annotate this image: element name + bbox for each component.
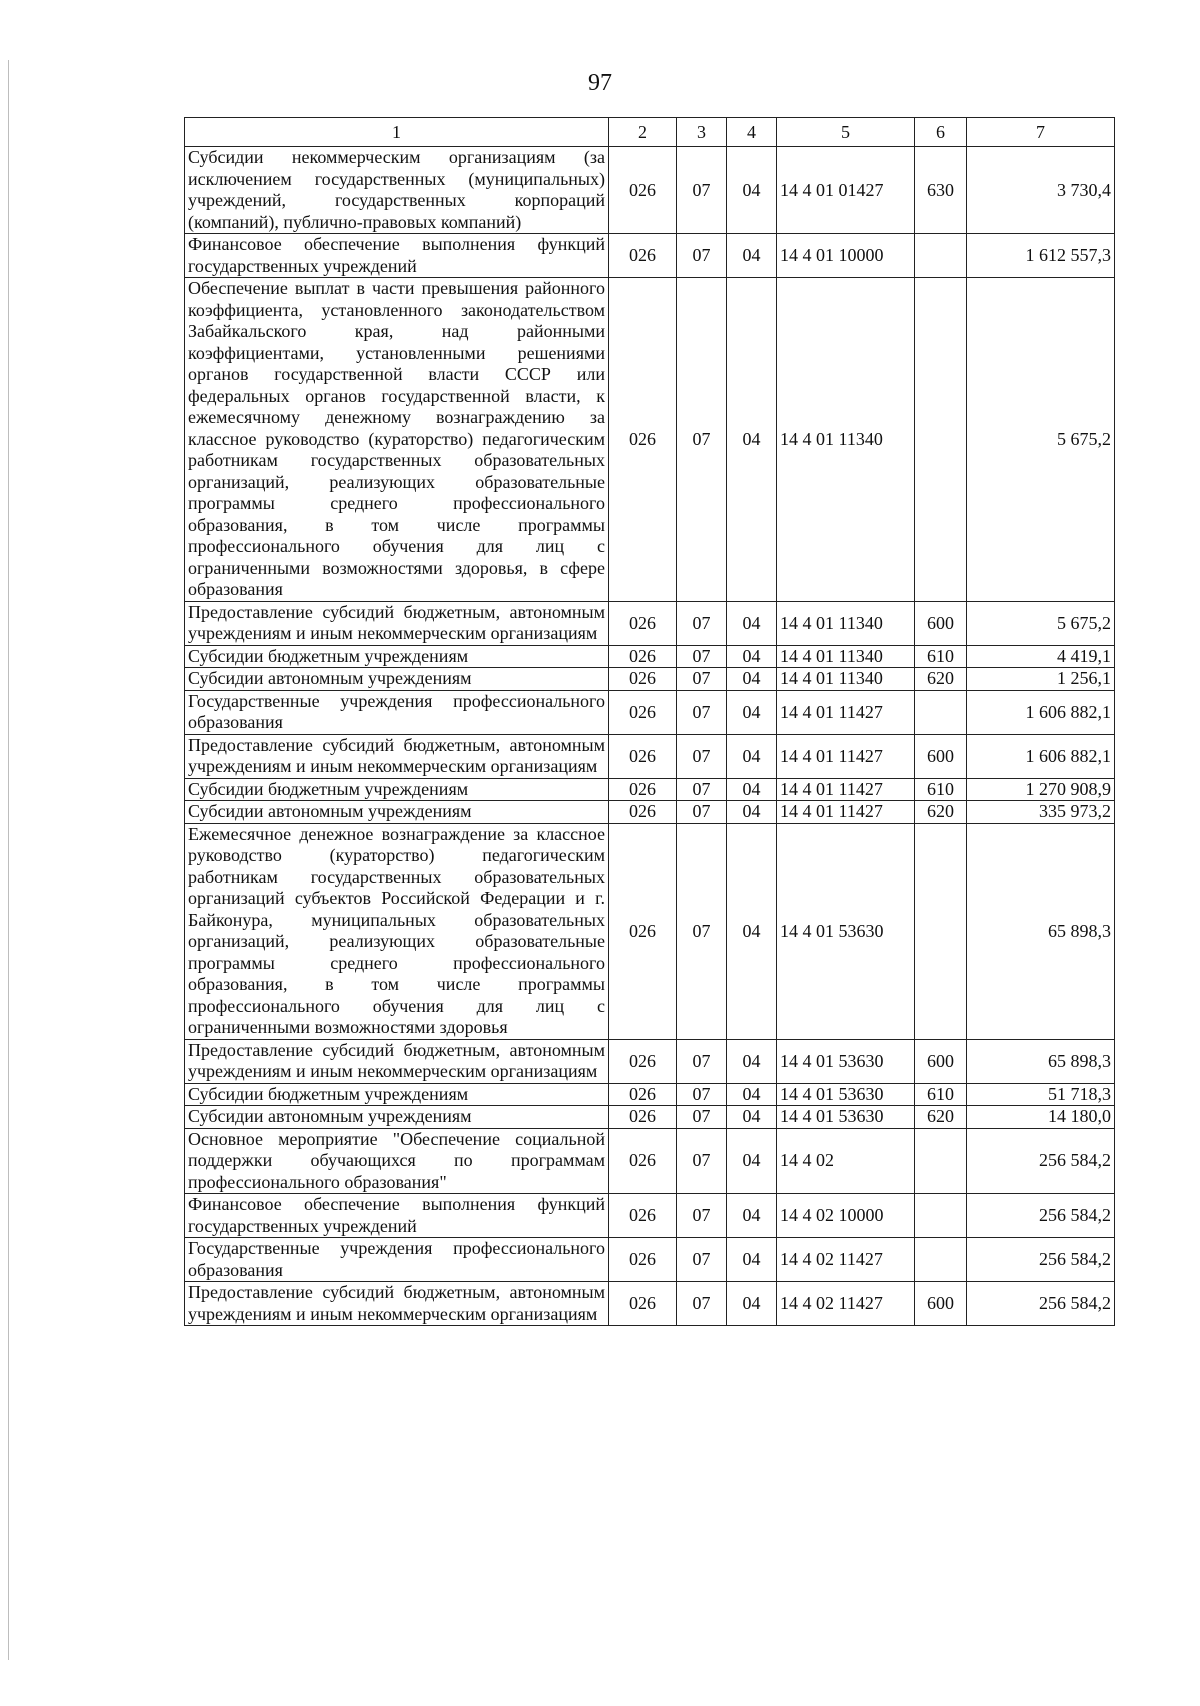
- table-row: [185, 823, 1115, 1039]
- row-section-code: 07: [677, 690, 727, 734]
- row-name: Предоставление субсидий бюджетным, автономным учреждениям и иным некоммерческим организациям: [185, 1282, 609, 1326]
- row-ministry-code: 026: [609, 1106, 677, 1129]
- row-expense-type: 600: [915, 734, 967, 778]
- row-target-article: 14 4 01 11427: [777, 801, 915, 824]
- row-ministry-code: 026: [609, 778, 677, 801]
- row-amount: 4 419,1: [967, 645, 1115, 668]
- row-amount: 1 270 908,9: [967, 778, 1115, 801]
- row-section-code: 07: [677, 823, 727, 1039]
- table-row: [185, 1238, 1115, 1282]
- row-target-article: 14 4 01 11340: [777, 668, 915, 691]
- row-amount: 256 584,2: [967, 1128, 1115, 1194]
- row-ministry-code: 026: [609, 147, 677, 234]
- row-amount: 1 256,1: [967, 668, 1115, 691]
- row-subsection-code: 04: [727, 1238, 777, 1282]
- table-row: [185, 1039, 1115, 1083]
- header-col-5: 5: [777, 118, 915, 147]
- row-expense-type: 600: [915, 1282, 967, 1326]
- row-subsection-code: 04: [727, 147, 777, 234]
- row-section-code: 07: [677, 645, 727, 668]
- row-ministry-code: 026: [609, 278, 677, 602]
- row-ministry-code: 026: [609, 1083, 677, 1106]
- row-section-code: 07: [677, 1128, 727, 1194]
- row-target-article: 14 4 02 11427: [777, 1282, 915, 1326]
- row-ministry-code: 026: [609, 690, 677, 734]
- row-name: Субсидии автономным учреждениям: [185, 801, 609, 824]
- row-subsection-code: 04: [727, 601, 777, 645]
- row-target-article: 14 4 01 10000: [777, 234, 915, 278]
- row-target-article: 14 4 01 11427: [777, 690, 915, 734]
- row-expense-type: 630: [915, 147, 967, 234]
- row-ministry-code: 026: [609, 801, 677, 824]
- header-col-2: 2: [609, 118, 677, 147]
- header-col-1: 1: [185, 118, 609, 147]
- row-amount: 256 584,2: [967, 1238, 1115, 1282]
- header-col-7: 7: [967, 118, 1115, 147]
- row-subsection-code: 04: [727, 1128, 777, 1194]
- row-expense-type: [915, 1238, 967, 1282]
- table-body: [185, 147, 1115, 1326]
- row-ministry-code: 026: [609, 823, 677, 1039]
- row-name: Субсидии автономным учреждениям: [185, 668, 609, 691]
- row-name: Государственные учреждения профессионального образования: [185, 1238, 609, 1282]
- row-section-code: 07: [677, 1039, 727, 1083]
- row-target-article: 14 4 01 01427: [777, 147, 915, 234]
- table-row: [185, 234, 1115, 278]
- table-row: [185, 1194, 1115, 1238]
- row-expense-type: 600: [915, 601, 967, 645]
- row-amount: 1 606 882,1: [967, 734, 1115, 778]
- table-row: [185, 801, 1115, 824]
- row-ministry-code: 026: [609, 601, 677, 645]
- row-expense-type: [915, 278, 967, 602]
- table-header: [185, 118, 1115, 147]
- row-section-code: 07: [677, 1282, 727, 1326]
- row-amount: 1 612 557,3: [967, 234, 1115, 278]
- row-ministry-code: 026: [609, 645, 677, 668]
- row-subsection-code: 04: [727, 734, 777, 778]
- table-row: [185, 645, 1115, 668]
- budget-table: [184, 117, 1115, 1326]
- table-row: [185, 668, 1115, 691]
- row-target-article: 14 4 01 11427: [777, 778, 915, 801]
- row-target-article: 14 4 01 11427: [777, 734, 915, 778]
- row-name: Субсидии бюджетным учреждениям: [185, 778, 609, 801]
- row-name: Субсидии бюджетным учреждениям: [185, 1083, 609, 1106]
- row-section-code: 07: [677, 147, 727, 234]
- row-section-code: 07: [677, 278, 727, 602]
- row-name: Субсидии некоммерческим организациям (за исключением государственных (муниципальных) учреждений, государственных корпораций (компаний), публично-правовых компаний): [185, 147, 609, 234]
- row-ministry-code: 026: [609, 234, 677, 278]
- row-amount: 3 730,4: [967, 147, 1115, 234]
- row-expense-type: 610: [915, 1083, 967, 1106]
- header-col-3: 3: [677, 118, 727, 147]
- row-amount: 335 973,2: [967, 801, 1115, 824]
- page-number: 97: [588, 70, 612, 96]
- row-name: Предоставление субсидий бюджетным, автономным учреждениям и иным некоммерческим организациям: [185, 1039, 609, 1083]
- row-ministry-code: 026: [609, 1128, 677, 1194]
- row-amount: 65 898,3: [967, 823, 1115, 1039]
- row-target-article: 14 4 02: [777, 1128, 915, 1194]
- row-amount: 1 606 882,1: [967, 690, 1115, 734]
- row-section-code: 07: [677, 778, 727, 801]
- row-expense-type: [915, 234, 967, 278]
- row-amount: 65 898,3: [967, 1039, 1115, 1083]
- row-subsection-code: 04: [727, 278, 777, 602]
- row-section-code: 07: [677, 801, 727, 824]
- row-name: Основное мероприятие "Обеспечение социальной поддержки обучающихся по программам профессионального образования": [185, 1128, 609, 1194]
- row-subsection-code: 04: [727, 1039, 777, 1083]
- table-row: [185, 1106, 1115, 1129]
- row-name: Субсидии бюджетным учреждениям: [185, 645, 609, 668]
- table-row: [185, 147, 1115, 234]
- row-subsection-code: 04: [727, 778, 777, 801]
- table-row: [185, 278, 1115, 602]
- row-expense-type: [915, 690, 967, 734]
- row-name: Ежемесячное денежное вознаграждение за классное руководство (кураторство) педагогическим работникам государственных образовательных организаций субъектов Российской Федерации и г. Байконура, муниципальных образовательных организаций, реализующих образовательные программы среднего профессионального образования, в том числе программы профессионального обучения для лиц с ограниченными возможностями здоровья: [185, 823, 609, 1039]
- row-expense-type: 600: [915, 1039, 967, 1083]
- row-subsection-code: 04: [727, 645, 777, 668]
- row-expense-type: 620: [915, 1106, 967, 1129]
- row-subsection-code: 04: [727, 1106, 777, 1129]
- row-target-article: 14 4 01 11340: [777, 601, 915, 645]
- row-section-code: 07: [677, 601, 727, 645]
- row-ministry-code: 026: [609, 1238, 677, 1282]
- row-ministry-code: 026: [609, 1194, 677, 1238]
- row-ministry-code: 026: [609, 734, 677, 778]
- row-subsection-code: 04: [727, 823, 777, 1039]
- row-subsection-code: 04: [727, 1282, 777, 1326]
- row-subsection-code: 04: [727, 668, 777, 691]
- row-section-code: 07: [677, 668, 727, 691]
- row-target-article: 14 4 01 53630: [777, 1083, 915, 1106]
- row-section-code: 07: [677, 1238, 727, 1282]
- row-amount: 5 675,2: [967, 278, 1115, 602]
- row-subsection-code: 04: [727, 1083, 777, 1106]
- row-ministry-code: 026: [609, 1282, 677, 1326]
- row-amount: 14 180,0: [967, 1106, 1115, 1129]
- table-row: [185, 778, 1115, 801]
- row-name: Субсидии автономным учреждениям: [185, 1106, 609, 1129]
- row-section-code: 07: [677, 1106, 727, 1129]
- row-name: Финансовое обеспечение выполнения функций государственных учреждений: [185, 1194, 609, 1238]
- row-target-article: 14 4 01 53630: [777, 1106, 915, 1129]
- row-target-article: 14 4 02 10000: [777, 1194, 915, 1238]
- row-name: Предоставление субсидий бюджетным, автономным учреждениям и иным некоммерческим организациям: [185, 601, 609, 645]
- row-subsection-code: 04: [727, 1194, 777, 1238]
- row-subsection-code: 04: [727, 234, 777, 278]
- header-col-4: 4: [727, 118, 777, 147]
- row-section-code: 07: [677, 1083, 727, 1106]
- row-name: Предоставление субсидий бюджетным, автономным учреждениям и иным некоммерческим организациям: [185, 734, 609, 778]
- row-section-code: 07: [677, 734, 727, 778]
- row-amount: 5 675,2: [967, 601, 1115, 645]
- row-target-article: 14 4 01 11340: [777, 645, 915, 668]
- header-row: [185, 118, 1115, 147]
- row-expense-type: 620: [915, 801, 967, 824]
- table-row: [185, 1083, 1115, 1106]
- row-name: Государственные учреждения профессионального образования: [185, 690, 609, 734]
- row-amount: 51 718,3: [967, 1083, 1115, 1106]
- row-subsection-code: 04: [727, 801, 777, 824]
- row-subsection-code: 04: [727, 690, 777, 734]
- row-section-code: 07: [677, 1194, 727, 1238]
- row-target-article: 14 4 01 53630: [777, 823, 915, 1039]
- row-target-article: 14 4 01 53630: [777, 1039, 915, 1083]
- row-ministry-code: 026: [609, 1039, 677, 1083]
- row-ministry-code: 026: [609, 668, 677, 691]
- row-name: Обеспечение выплат в части превышения районного коэффициента, установленного законодательством Забайкальского края, над районными коэффициентами, установленными решениями органов государственной власти СССР или федеральных органов государственной власти, к ежемесячному денежному вознаграждению за классное руководство (кураторство) педагогическим работникам государственных образовательных организаций, реализующих образовательные программы среднего профессионального образования, в том числе программы профессионального обучения для лиц с ограниченными возможностями здоровья, в сфере образования: [185, 278, 609, 602]
- scan-edge-line: [8, 60, 9, 1660]
- row-expense-type: [915, 1194, 967, 1238]
- row-target-article: 14 4 02 11427: [777, 1238, 915, 1282]
- row-expense-type: 610: [915, 645, 967, 668]
- table-row: [185, 1282, 1115, 1326]
- table-row: [185, 690, 1115, 734]
- table-row: [185, 734, 1115, 778]
- row-expense-type: 610: [915, 778, 967, 801]
- row-amount: 256 584,2: [967, 1282, 1115, 1326]
- row-expense-type: [915, 1128, 967, 1194]
- row-expense-type: 620: [915, 668, 967, 691]
- header-col-6: 6: [915, 118, 967, 147]
- row-name: Финансовое обеспечение выполнения функций государственных учреждений: [185, 234, 609, 278]
- table-row: [185, 601, 1115, 645]
- row-section-code: 07: [677, 234, 727, 278]
- row-expense-type: [915, 823, 967, 1039]
- table-row: [185, 1128, 1115, 1194]
- row-amount: 256 584,2: [967, 1194, 1115, 1238]
- row-target-article: 14 4 01 11340: [777, 278, 915, 602]
